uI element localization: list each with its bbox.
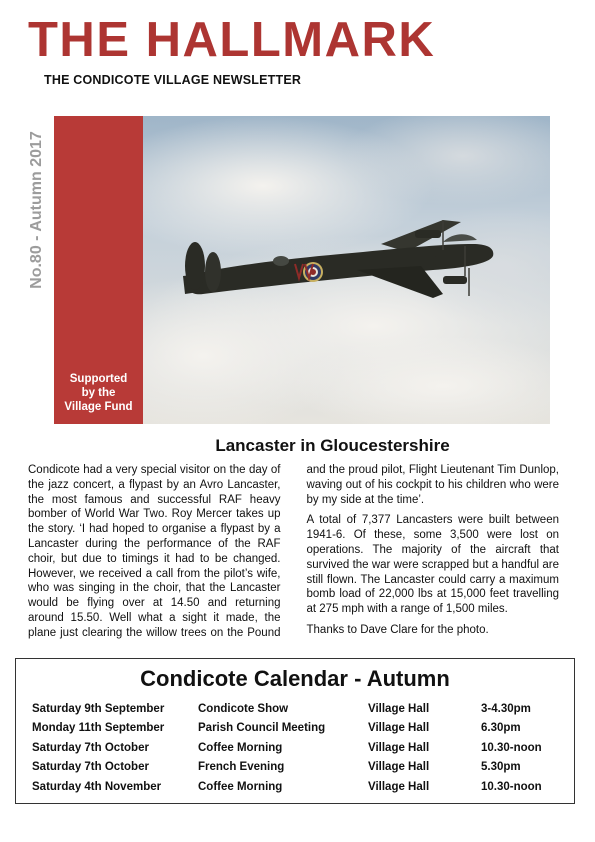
article-title: Lancaster in Gloucestershire <box>215 436 450 455</box>
event-name: French Evening <box>198 761 285 774</box>
article-body <box>28 463 559 653</box>
event-date: Saturday 4th November <box>32 780 162 793</box>
event-venue: Village Hall <box>368 761 430 774</box>
event-name: Coffee Morning <box>198 741 283 754</box>
article-paragraph: Thanks to Dave Clare for the photo. <box>306 623 489 636</box>
support-panel <box>54 116 143 424</box>
article-paragraph: A total of 7,377 Lancasters were built between 1941-6. Of these, some 3,500 were lost on operations. The majority of the aircraft that survived the war were scrapped but a handful are still flown. The Lancaster could carry a maximum bomb load of 22,000 lbs at 15,000 feet travelling at 275 mph with a range of 1,500 miles. <box>306 514 559 616</box>
support-line: by the <box>81 387 116 399</box>
table-row <box>32 719 561 739</box>
event-time: 10.30-noon <box>481 741 542 754</box>
event-name: Condicote Show <box>198 702 289 715</box>
support-line: Village Fund <box>64 401 133 413</box>
table-row <box>32 777 561 797</box>
event-name: Parish Council Meeting <box>198 722 326 735</box>
event-venue: Village Hall <box>368 780 430 793</box>
issue-label-container <box>22 120 52 300</box>
table-row <box>32 738 561 758</box>
event-time: 3-4.30pm <box>481 702 531 715</box>
newsletter-title: THE HALLMARK <box>28 13 436 67</box>
event-time: 6.30pm <box>481 722 521 735</box>
village-fund-note <box>54 372 143 414</box>
article-paragraph: Condicote had a very special visitor on the day of the jazz concert, a flypast by an Avro Lancaster, the most famous and successful RAF heavy bomber of World War Two. Roy Mercer takes up the story. ‘I had hoped to organise a flypast by a Lancaster during the performance of the RAF choir, but due to timings it had to be changed. However, we received a call from the pilot’s wife, who was singing in the choir, that the Lancaster would be flying over at 14.50 and returning around 15.50. Well what a sight it made, the plane just clearing the willow trees on the Pound and the proud pilot, Flight Lieutenant Tim Dunlop, waving out of his cockpit to his children who were by my side at the time’. <box>28 464 559 639</box>
issue-label: No.80 - Autumn 2017 <box>28 131 46 289</box>
table-row <box>32 758 561 778</box>
newsletter-subtitle: THE CONDICOTE VILLAGE NEWSLETTER <box>44 73 302 87</box>
event-date: Saturday 9th September <box>32 702 165 715</box>
event-date: Monday 11th September <box>32 722 165 735</box>
event-date: Saturday 7th October <box>32 741 149 754</box>
table-row <box>32 699 561 719</box>
support-line: Supported <box>69 373 128 385</box>
event-venue: Village Hall <box>368 741 430 754</box>
event-time: 5.30pm <box>481 761 521 774</box>
event-venue: Village Hall <box>368 722 430 735</box>
calendar-box <box>15 658 575 804</box>
event-name: Coffee Morning <box>198 780 283 793</box>
event-date: Saturday 7th October <box>32 761 149 774</box>
calendar-title: Condicote Calendar - Autumn <box>140 666 450 691</box>
calendar-table <box>32 699 561 797</box>
event-time: 10.30-noon <box>481 780 542 793</box>
lancaster-photo <box>143 116 550 424</box>
event-venue: Village Hall <box>368 702 430 715</box>
